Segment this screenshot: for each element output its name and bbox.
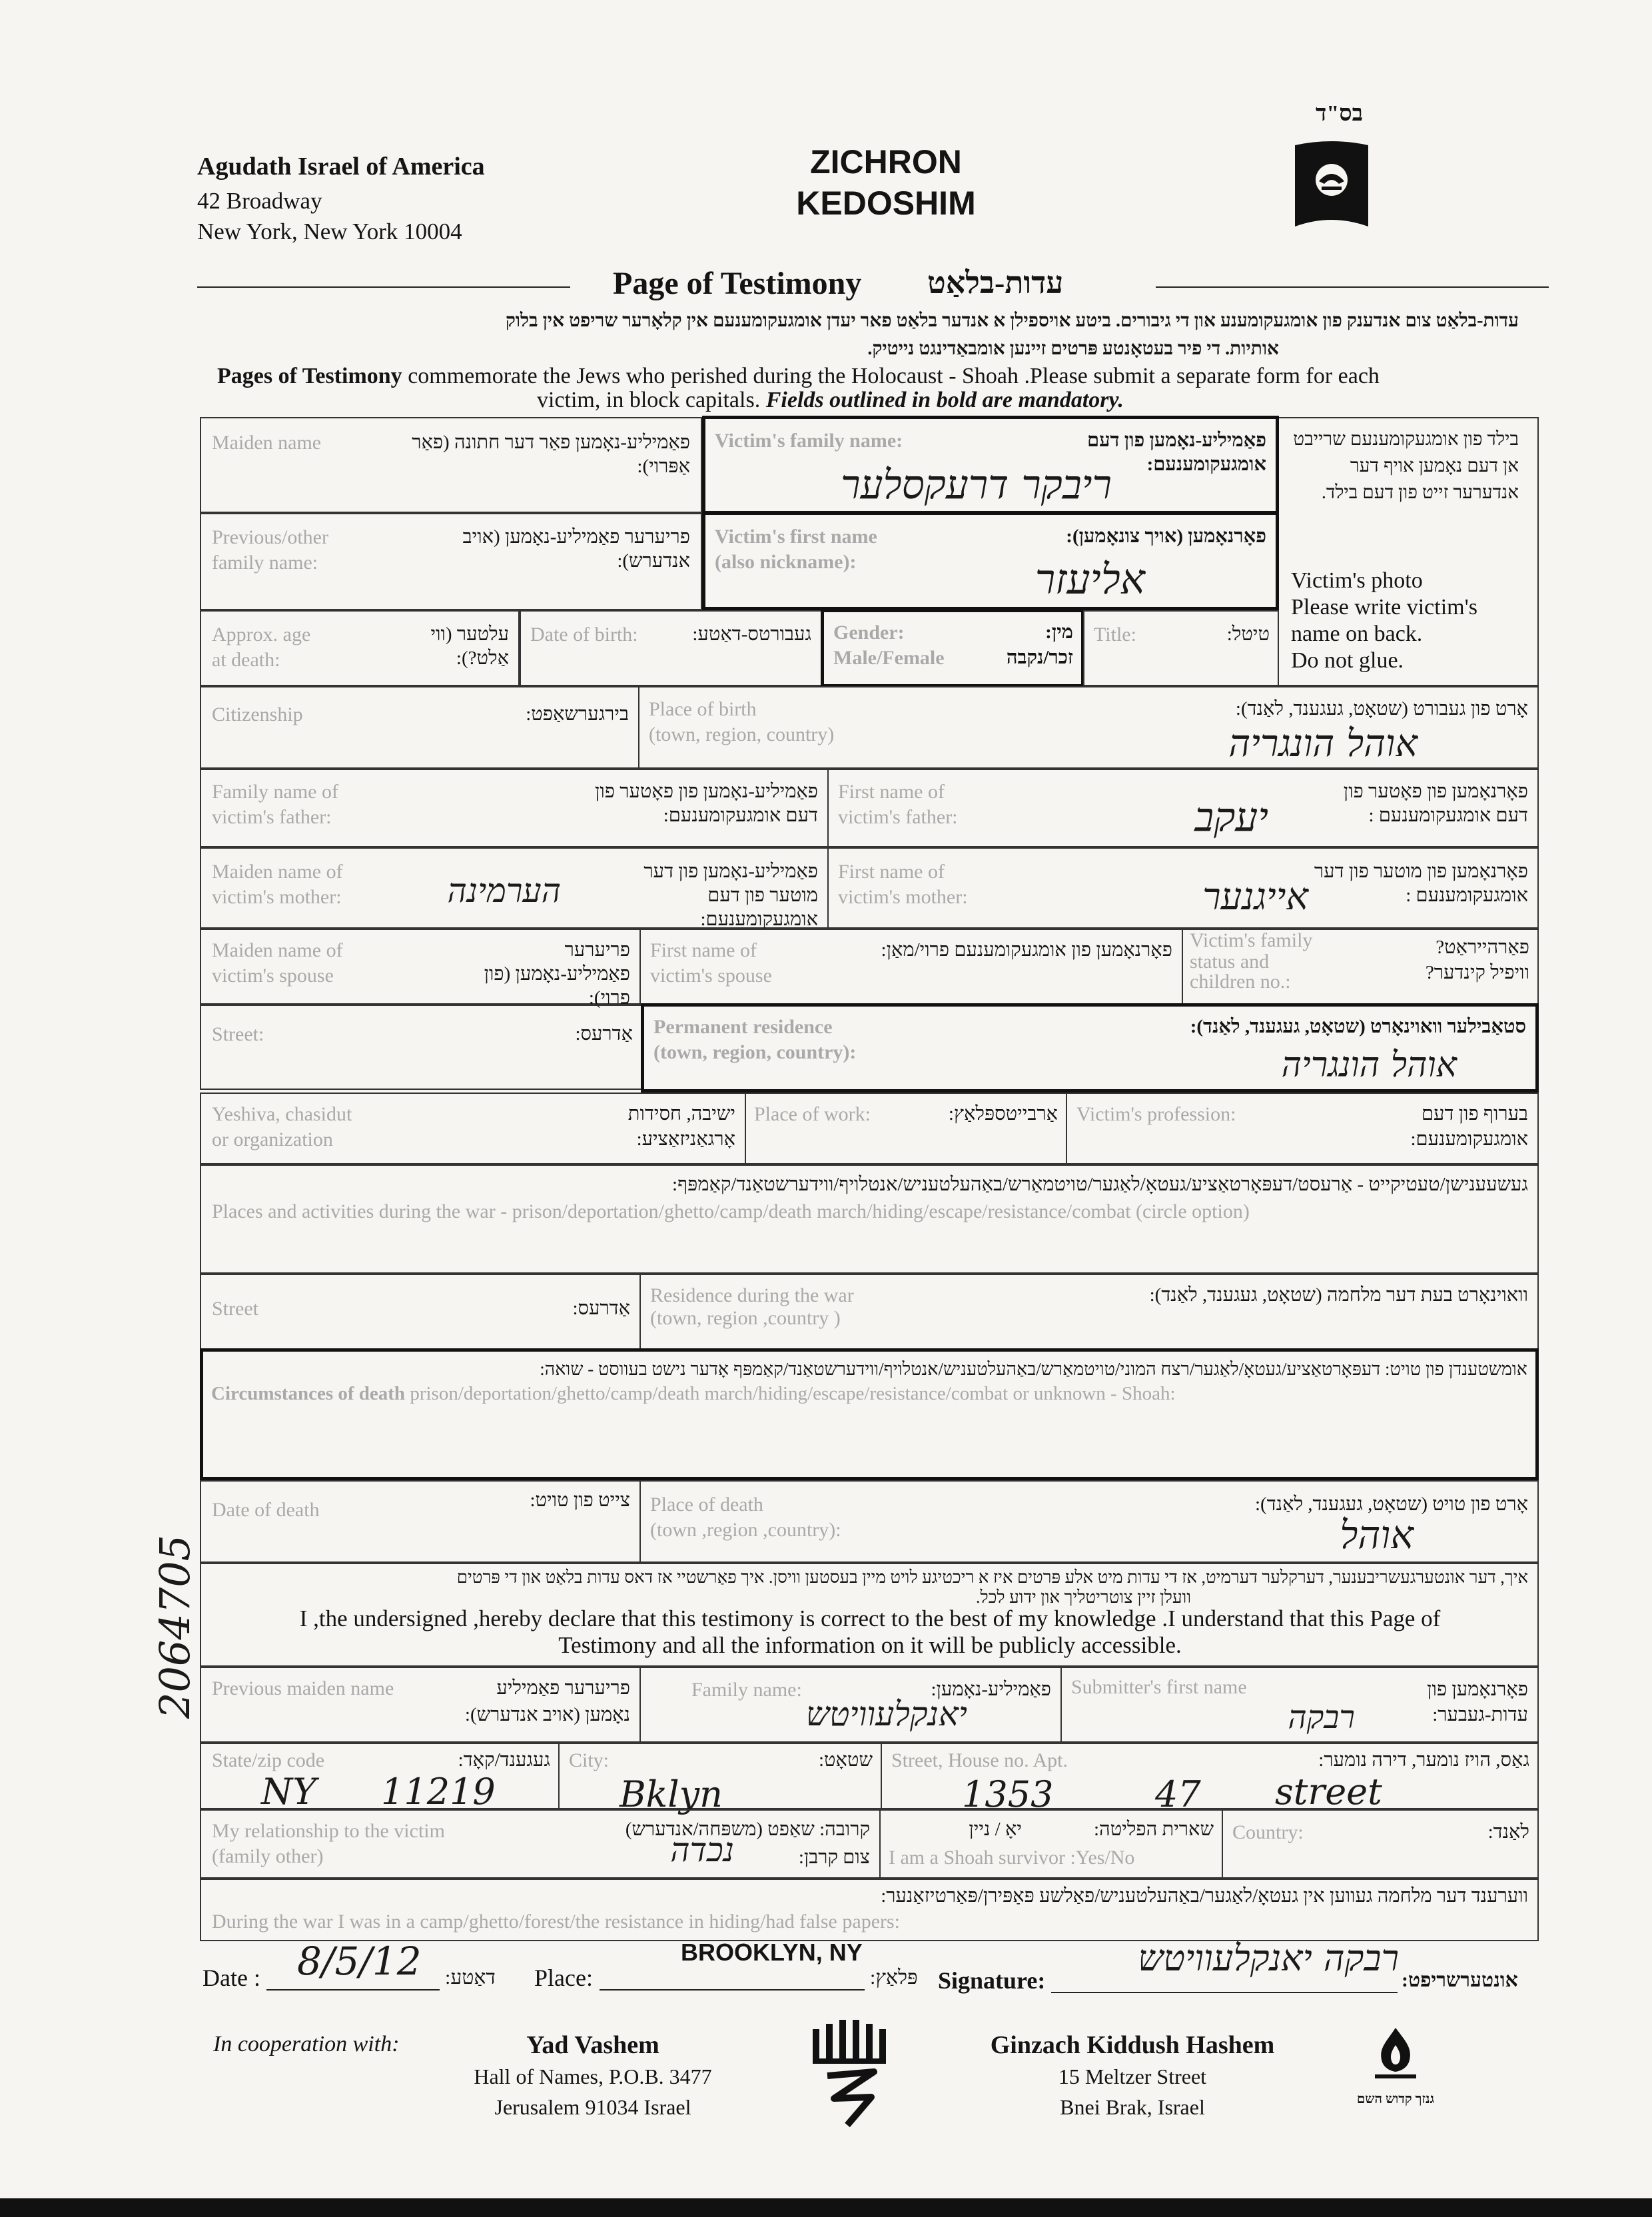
- relationship-label-1: My relationship to the victim: [212, 1820, 445, 1842]
- citizenship-field[interactable]: [200, 686, 639, 769]
- zichron-title: ZICHRON: [810, 143, 962, 181]
- spouse-first-name-label-2: victim's spouse: [650, 965, 772, 987]
- intro-text-2: victim, in block capitals.: [537, 388, 766, 412]
- father-family-name-label-1: Family name of: [212, 781, 338, 803]
- profession-label: Victim's profession:: [1076, 1103, 1236, 1125]
- intro-bold-label: Pages of Testimony: [217, 364, 402, 388]
- gender-label-2: Male/Female: [833, 647, 945, 669]
- father-family-name-label-2: victim's father:: [212, 806, 332, 828]
- date-of-birth-label: Date of birth:: [530, 624, 638, 646]
- place-of-work-label: Place of work:: [754, 1103, 871, 1125]
- bsd-mark: בס"ד: [1316, 101, 1363, 126]
- submitter-house-value: 1353: [962, 1773, 1054, 1815]
- submitter-city-value: Bklyn: [620, 1773, 723, 1815]
- submitter-family-name-value: יאנקלעוויטש: [805, 1695, 967, 1733]
- place-label: Place:: [534, 1965, 593, 1991]
- approx-age-field[interactable]: [200, 610, 520, 686]
- ginzach-address-2: Bnei Brak, Israel: [1060, 2095, 1205, 2119]
- submitter-first-name-hebrew-1: פאָרנאָמען פון: [1427, 1679, 1528, 1700]
- yeshiva-hebrew-label-2: אָרגאַניזאַציע:: [636, 1128, 735, 1150]
- war-street-field[interactable]: [200, 1274, 641, 1350]
- agudath-logo-icon: [1292, 140, 1371, 226]
- family-status-hebrew-label-2: וויפיל קינדער?: [1425, 962, 1529, 983]
- spouse-first-name-field[interactable]: [639, 929, 1183, 1005]
- mother-maiden-name-label-2: victim's mother:: [212, 886, 342, 908]
- victim-family-name-value: ריבקר דרעקסלער: [841, 462, 1112, 508]
- survivor-hebrew-2: יאָ / ניין: [969, 1819, 1022, 1840]
- title-rule-right: [1156, 286, 1549, 288]
- relationship-hebrew-2: צום קרבן:: [798, 1847, 870, 1868]
- war-residence-hebrew-label: וואוינאָרט בעת דער מלחמה (שטאָט, געגענד, לאַנד):: [1149, 1284, 1528, 1306]
- signature-value: רבקה יאנקלעוויטש: [1138, 1937, 1399, 1979]
- title-field[interactable]: [1083, 610, 1279, 686]
- submitter-first-name-field[interactable]: [1060, 1667, 1539, 1743]
- submitter-first-name-label: Submitter's first name: [1071, 1676, 1247, 1698]
- relationship-value: נכדה: [670, 1831, 734, 1869]
- mother-first-name-label-2: victim's mother:: [838, 886, 968, 908]
- victim-first-name-label-1: Victim's first name: [715, 526, 877, 548]
- yad-vashem-address-2: Jerusalem 91034 Israel: [494, 2095, 691, 2119]
- intro-hebrew-line-1: עדות-בלאַט צום אנדענק פון אומגעקומענע און די גיבורים. ביטע אויספילן א אנדער בלאַט פאר יעדן אומגעקומענעם אין קלאָרער שריפט אין בלוק: [505, 310, 1519, 331]
- ginzach-block: [959, 2029, 1306, 2122]
- victim-family-name-hebrew-label: פאַמיליע-נאָמען פון דעם אומגעקומענעם:: [1086, 430, 1266, 475]
- submitter-street-hebrew-label: גאַס, הויז נומער, דירה נומער:: [1318, 1749, 1529, 1771]
- declaration-english-line-2: Testimony and all the information on it will be publicly accessible.: [558, 1632, 1182, 1658]
- submitter-city-hebrew-label: שטאָט:: [818, 1749, 873, 1771]
- place-of-death-value: אוהל: [1340, 1512, 1414, 1557]
- submitter-state-value: NY: [261, 1771, 316, 1813]
- submitter-street-value: street: [1275, 1771, 1382, 1813]
- submitter-apt-value: 47: [1155, 1773, 1201, 1815]
- submitter-family-name-label: Family name:: [691, 1679, 802, 1701]
- gender-field[interactable]: [821, 609, 1084, 687]
- war-camp-label: During the war I was in a camp/ghetto/forest/the resistance in hiding/had false papers:: [212, 1911, 901, 1933]
- date-of-death-field[interactable]: [200, 1480, 641, 1563]
- father-first-name-hebrew-label: פאָרנאָמען פון פאָטער פון דעם אומגעקומענעם :: [1343, 781, 1528, 826]
- submitter-family-name-hebrew-label: פאַמיליע-נאָמען:: [931, 1679, 1051, 1700]
- spouse-maiden-name-field[interactable]: [200, 929, 641, 1009]
- father-first-name-label-1: First name of: [838, 781, 945, 803]
- form-title-hebrew: עדות-בלאַט: [927, 266, 1064, 300]
- war-camp-hebrew-label: ווערענד דער מלחמה געווען אין געטאָ/לאַגער/באַהעלטעניש/פאַלשע פּאַפּירן/פּאַרטיזאַנער:: [881, 1885, 1528, 1907]
- war-street-label: Street: [212, 1298, 258, 1320]
- place-of-birth-hebrew-label: אָרט פון געבורט (שטאָט, געגענד, לאַנד):: [1235, 698, 1528, 719]
- declaration-hebrew-line-1: איך, דער אונטערגעשריבענער, דערקלער דערמיט, אז די עדות מיט אלע פּרטים איז א ריכטיגע לויט מיין בעסטען וויסן. איך פאַרשטיי אז דאס עדות בלאַט און די פּרטים: [456, 1567, 1528, 1587]
- submitter-state-zip-hebrew-label: געגענד/קאָד:: [458, 1749, 550, 1771]
- family-status-label-2: status and: [1190, 951, 1270, 973]
- photo-instruction-2: Please write victim's: [1291, 595, 1477, 620]
- war-camp-field[interactable]: [200, 1879, 1539, 1941]
- street-label: Street:: [212, 1023, 264, 1045]
- gender-hebrew-label-1: מין:: [1045, 622, 1073, 643]
- submitter-city-label: City:: [569, 1749, 610, 1771]
- circumstances-label: [211, 1381, 1176, 1406]
- cooperation-label: In cooperation with:: [213, 2032, 400, 2056]
- submitter-state-zip-field[interactable]: [200, 1743, 560, 1813]
- maiden-name-hebrew-label: פאַמיליע-נאָמען פאַר דער חתונה (פאַר אַפּרוי):: [412, 432, 690, 477]
- relationship-label-2: (family other): [212, 1845, 324, 1867]
- permanent-residence-field[interactable]: [641, 1003, 1539, 1093]
- intro-hebrew-line-2: אותיות. די פיר בעטאָנטע פּרטים זיינען אומבאַדינגט נייטיק.: [867, 338, 1279, 359]
- intro-english-line-1: [217, 364, 1380, 389]
- submitter-country-hebrew-label: לאַנד:: [1487, 1821, 1529, 1843]
- previous-family-name-label-1: Previous/other: [212, 526, 328, 548]
- photo-instruction-3: name on back.: [1291, 622, 1423, 646]
- survivor-field[interactable]: [879, 1809, 1223, 1879]
- spouse-first-name-hebrew-label: פאָרנאָמען פון אומגעקומענעם פרוי/מאַן:: [881, 939, 1172, 961]
- signature-label: Signature:: [938, 1967, 1046, 1994]
- permanent-residence-label-2: (town, region, country):: [653, 1041, 857, 1063]
- date-value: 8/5/12: [297, 1939, 422, 1984]
- intro-text-1: commemorate the Jews who perished during the Holocaust - Shoah .Please submit a separate form for each: [402, 364, 1380, 388]
- relationship-field[interactable]: [200, 1809, 881, 1879]
- war-activities-field[interactable]: [200, 1164, 1539, 1274]
- father-first-name-field[interactable]: [827, 769, 1539, 847]
- permanent-residence-label-1: Permanent residence: [653, 1016, 833, 1038]
- circumstances-hebrew-label: אומשטענדן פון טויט: דעפּאָרטאַציע/געטאָ/לאַגער/רצח המוני/טויטמאַרש/באַהעלטעניש/אנטלויף/ווידערשטאַנד/קאַמפּף אָדער נישט בעווסט - שואה:: [540, 1359, 1527, 1379]
- father-family-name-hebrew-label: פאַמיליע-נאָמען פון פאָטער פון דעם אומגעקומענעם:: [595, 781, 818, 826]
- intro-mandatory-note: Fields outlined in bold are mandatory.: [765, 388, 1124, 412]
- father-first-name-label-2: victim's father:: [838, 806, 958, 828]
- date-of-birth-field[interactable]: [520, 610, 822, 686]
- date-label: Date :: [203, 1965, 260, 1991]
- circumstances-of-death-field[interactable]: [200, 1348, 1539, 1480]
- mother-first-name-field[interactable]: [827, 847, 1539, 929]
- org-address-line-2: New York, New York 10004: [197, 219, 462, 244]
- profession-hebrew-label-2: אומגעקומענעם:: [1410, 1128, 1528, 1150]
- submitter-country-field[interactable]: [1222, 1809, 1539, 1879]
- previous-family-name-field[interactable]: [200, 513, 702, 610]
- spouse-maiden-name-label-1: Maiden name of: [212, 939, 343, 961]
- signature-hebrew-label: אונטערשריפט:: [1402, 1969, 1518, 1991]
- maiden-name-field[interactable]: [200, 417, 702, 513]
- spouse-first-name-label-1: First name of: [650, 939, 757, 961]
- circumstances-bold-label: Circumstances of death: [211, 1383, 406, 1404]
- place-of-birth-label-1: Place of birth: [649, 698, 757, 720]
- yad-vashem-logo-icon: [807, 2014, 894, 2128]
- place-hebrew-label: פּלאַץ:: [870, 1967, 918, 1989]
- citizenship-label: Citizenship: [212, 703, 303, 725]
- yeshiva-field[interactable]: [200, 1093, 746, 1164]
- family-status-hebrew-label-1: פאַרהייראַט?: [1436, 937, 1529, 958]
- maiden-name-label: Maiden name: [212, 432, 322, 454]
- submitter-previous-maiden-hebrew-1: פריערער פאַמיליע: [496, 1677, 630, 1699]
- victim-first-name-hebrew-label: פאָרנאָמען (אויך צונאָמען):: [1066, 526, 1266, 547]
- permanent-residence-hebrew-label: סטאַבילער וואוינאָרט (שטאָט, געגענד, לאַנד):: [1190, 1016, 1526, 1037]
- submitter-first-name-value: רבקה: [1288, 1699, 1355, 1736]
- submitter-city-field[interactable]: [558, 1743, 882, 1815]
- margin-record-number: 2064705: [151, 1534, 199, 1719]
- mother-first-name-hebrew-label: פאָרנאָמען פון מוטער פון דער אומגעקומענעם :: [1314, 861, 1528, 906]
- submitter-first-name-hebrew-2: עדות-געבער:: [1432, 1704, 1528, 1725]
- war-residence-field[interactable]: [639, 1274, 1539, 1350]
- org-address-line-1: 42 Broadway: [197, 188, 322, 214]
- date-of-death-hebrew-label: צייט פון טויט:: [530, 1490, 630, 1511]
- submitter-street-label: Street, House no. Apt.: [891, 1749, 1068, 1771]
- declaration-english-line-1: I ,the undersigned ,hereby declare that this testimony is correct to the best of my knowledge .I understand that this Page of: [299, 1605, 1441, 1631]
- approx-age-label-1: Approx. age: [212, 624, 311, 646]
- street-field[interactable]: [200, 1005, 643, 1090]
- father-family-name-field[interactable]: [200, 769, 829, 847]
- photo-instructions-hebrew: בילד פון אומגעקומענעם שרייבט אן דעם נאָמען אויף דער אנדערער זייט פון דעם בילד.: [1293, 429, 1519, 503]
- form-title: Page of Testimony: [613, 266, 862, 301]
- photo-instruction-4: Do not glue.: [1291, 648, 1404, 673]
- submitter-previous-maiden-field[interactable]: [200, 1667, 641, 1743]
- org-name: Agudath Israel of America: [197, 153, 485, 181]
- place-of-death-label-1: Place of death: [650, 1494, 763, 1516]
- previous-family-name-hebrew-label: פריערער פאַמיליע-נאָמען (אויב אנדערש):: [462, 526, 690, 572]
- family-status-label-3: children no.:: [1190, 971, 1291, 993]
- war-street-hebrew-label: אַדרעס:: [572, 1298, 630, 1319]
- yad-vashem-name: Yad Vashem: [526, 2031, 659, 2059]
- submitter-family-name-field[interactable]: [639, 1667, 1062, 1743]
- intro-english-line-2: [537, 388, 1124, 413]
- title-label: Title:: [1094, 624, 1136, 646]
- title-hebrew-label: טיטל:: [1226, 624, 1270, 645]
- survivor-label: I am a Shoah survivor :Yes/No: [889, 1847, 1135, 1869]
- declaration-box: [200, 1563, 1539, 1667]
- place-of-death-label-2: (town ,region ,country):: [650, 1519, 841, 1541]
- declaration-hebrew-line-2: וועלן זיין צוטריטליך און ידוע לכל.: [976, 1587, 1191, 1607]
- circumstances-options: prison/deportation/ghetto/camp/death march/hiding/escape/resistance/combat or unknown - Shoah:: [405, 1383, 1176, 1404]
- spouse-maiden-name-hebrew-label: פריערער פאַמיליע-נאָמען (פון פרוי):: [484, 939, 630, 1009]
- spouse-maiden-name-label-2: victim's spouse: [212, 965, 334, 987]
- date-of-death-label: Date of death: [212, 1499, 320, 1521]
- gender-hebrew-label-2: זכר/נקבה: [1006, 647, 1073, 668]
- profession-hebrew-label-1: בערוף פון דעם: [1421, 1103, 1528, 1124]
- gender-label-1: Gender:: [833, 622, 905, 644]
- victim-first-name-value: אליעזר: [1034, 555, 1145, 604]
- submitter-previous-maiden-hebrew-2: נאָמען (אויב אנדערש):: [464, 1704, 630, 1725]
- date-of-birth-hebrew-label: געבורטס-דאַטע:: [692, 624, 811, 645]
- mother-first-name-value: אייגנער: [1202, 875, 1308, 919]
- victim-first-name-field[interactable]: [702, 512, 1279, 610]
- place-of-work-hebrew-label: אַרבייטספּלאַץ:: [948, 1103, 1058, 1124]
- submitter-street-field[interactable]: [881, 1743, 1539, 1815]
- mother-maiden-name-value: הערמינה: [447, 871, 561, 910]
- submitter-previous-maiden-label: Previous maiden name: [212, 1677, 394, 1699]
- yad-vashem-block: [440, 2029, 746, 2122]
- war-residence-label-1: Residence during the war: [650, 1284, 854, 1306]
- war-activities-label: Places and activities during the war - prison/deportation/ghetto/camp/death march/hiding/escape/resistance/combat (circle option): [212, 1200, 1250, 1222]
- yeshiva-hebrew-label-1: ישיבה, חסידות: [627, 1103, 735, 1124]
- place-of-birth-field[interactable]: [638, 686, 1539, 769]
- war-residence-label-2: (town, region ,country ): [650, 1307, 841, 1329]
- approx-age-hebrew-label: עלטער (ווי אַלט?):: [430, 624, 509, 669]
- submitter-zip-value: 11219: [381, 1771, 496, 1813]
- kedoshim-title: KEDOSHIM: [796, 185, 976, 222]
- mother-maiden-name-field[interactable]: [200, 847, 829, 929]
- family-status-field[interactable]: [1182, 929, 1539, 1005]
- relationship-hebrew-1: קרובה: שאַפט (משפּחה/אנדערש): [625, 1819, 870, 1840]
- place-of-work-field[interactable]: [745, 1093, 1067, 1164]
- permanent-residence-value: אוהל הונגריה: [1281, 1045, 1457, 1085]
- previous-family-name-label-2: family name:: [212, 552, 318, 574]
- mother-maiden-name-hebrew-label: פאַמיליע-נאָמען פון דער מוטער פון דעם אומגעקומענעם:: [643, 861, 818, 930]
- declaration-english: [277, 1605, 1463, 1659]
- ginzach-logo-text: גנזך קדוש השם: [1356, 2092, 1435, 2106]
- father-first-name-value: יעקב: [1194, 794, 1268, 841]
- ginzach-address-1: 15 Meltzer Street: [1058, 2064, 1207, 2088]
- title-rule-left: [197, 286, 570, 288]
- yeshiva-label-2: or organization: [212, 1128, 333, 1150]
- profession-field[interactable]: [1066, 1093, 1539, 1164]
- ginzach-name: Ginzach Kiddush Hashem: [990, 2031, 1275, 2059]
- family-status-label-1: Victim's family: [1190, 929, 1313, 951]
- submitter-state-zip-label: State/zip code: [212, 1749, 325, 1771]
- place-of-death-field[interactable]: [639, 1480, 1539, 1563]
- yad-vashem-address-1: Hall of Names, P.O.B. 3477: [474, 2064, 712, 2088]
- approx-age-label-2: at death:: [212, 649, 280, 671]
- place-of-birth-label-2: (town, region, country): [649, 723, 835, 745]
- photo-instruction-1: Victim's photo: [1291, 568, 1423, 593]
- mother-maiden-name-label-1: Maiden name of: [212, 861, 343, 883]
- survivor-hebrew-1: שארית הפליטה:: [1093, 1819, 1214, 1840]
- place-value: BROOKLYN, NY: [681, 1939, 863, 1966]
- victim-photo-box[interactable]: [1279, 417, 1539, 686]
- street-hebrew-label: אַדרעס:: [575, 1023, 633, 1045]
- war-activities-hebrew-label: געשעענישן/טעטיקייט - אַרעסט/דעפּאָרטאַציע/געטאָ/לאַגער/טויטמאַרש/באַהעלטעניש/אנטלויף/ווידערשטאַנד/קאַמפּף:: [672, 1174, 1528, 1195]
- victim-family-name-label: Victim's family name:: [715, 430, 903, 452]
- yeshiva-label-1: Yeshiva, chasidut: [212, 1103, 352, 1125]
- place-of-death-hebrew-label: אָרט פון טויט (שטאָט, געגענד, לאַנד):: [1254, 1494, 1528, 1515]
- victim-first-name-label-2: (also nickname):: [715, 551, 857, 573]
- victim-family-name-field[interactable]: [702, 416, 1279, 514]
- citizenship-hebrew-label: בירגערשאַפט:: [526, 703, 629, 725]
- date-hebrew-label: דאַטע:: [445, 1967, 496, 1989]
- place-of-birth-value: אוהל הונגריה: [1228, 722, 1418, 765]
- submitter-country-label: Country:: [1232, 1821, 1304, 1843]
- mother-first-name-label-1: First name of: [838, 861, 945, 883]
